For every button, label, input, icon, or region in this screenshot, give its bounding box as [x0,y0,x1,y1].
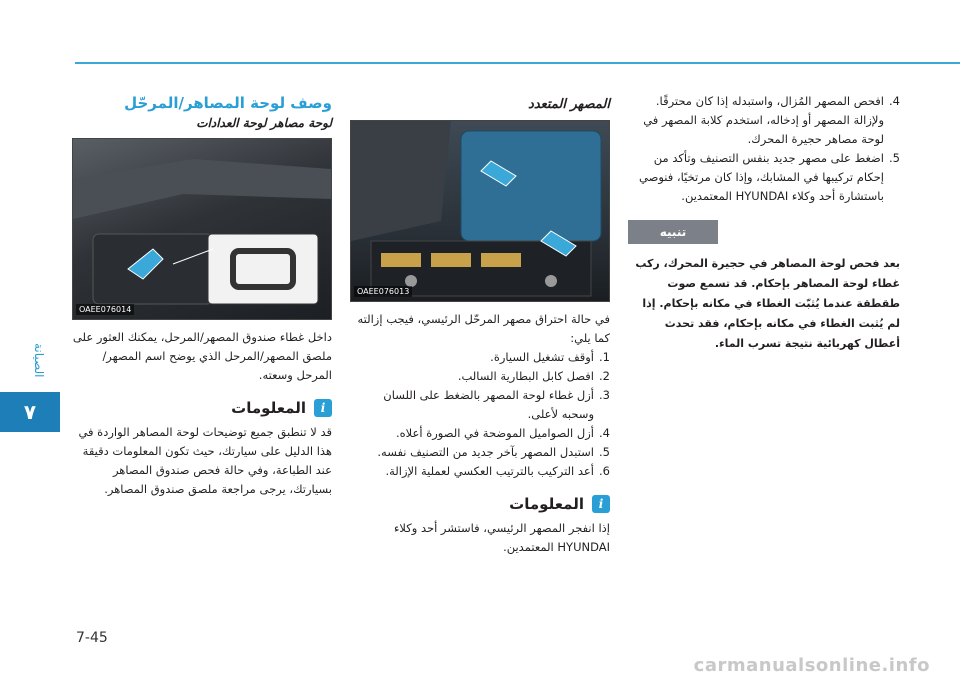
list-item: 4. أزل الصواميل الموضحة في الصورة أعلاه. [395,426,610,440]
list-item: 6. أعد التركيب بالترتيب العكسي لعملية الإزالة. [385,464,610,478]
column-multi-fuse [352,92,610,557]
column-fuse-panel-description [70,92,332,499]
photo-code: OAEE076013 [354,286,412,297]
caution-body: بعد فحص لوحة المصاهر في حجيرة المحرك، ركب غطاء لوحة المصاهر بإحكام. قد تسمع صوت طقطقة عندما يُثبّت الغطاء في مكانه بإحكام. إذا لم يُثبت الغطاء في مكانه بإحكام، فقد تحدث أعطال كهربائية نتيجة تسرب الماء. [635,257,900,350]
section-label: الصيانة [32,342,46,378]
note-header [352,495,610,513]
section-title: وصف لوحة المصاهر/المرحّل [124,94,332,112]
fuse-cover-illustration [73,139,331,319]
list-item: 4. افحص المصهر المُزال، واستبدله إذا كان محترقًا. ولإزالة المصهر أو إدخاله، استخدم كلابة المصهر في لوحة مصاهر حجيرة المحرك. [643,94,900,146]
page-number: 7-45 [76,630,108,646]
list-item: 5. استبدل المصهر بآخر جديد من التصنيف نفسه. [377,445,610,459]
header-rule [75,62,960,64]
steps-list [628,92,900,206]
note-body: قد لا تنطبق جميع توضيحات لوحة المصاهر الواردة في هذا الدليل على سيارتك، حيث تكون المعلومات دقيقة عند الطباعة، وفي حالة فحص صندوق المصاهر بسيارتك، يرجى مراجعة ملصق صندوق المصاهر. [78,425,332,496]
note-body: إذا انفجر المصهر الرئيسي، فاستشر أحد وكلاء HYUNDAI المعتمدين. [393,521,610,554]
section-title: المصهر المتعدد [528,97,610,112]
column-fuse-replacement [628,92,900,354]
instrument-panel-fuse-photo [72,138,332,320]
intro-text: في حالة احتراق مصهر المرحّل الرئيسي، فيجب إزالته كما يلي: [357,312,610,345]
caution-label: تنبيه [628,220,718,244]
list-item: 1. أوقف تشغيل السيارة. [490,350,610,364]
watermark: carmanualsonline.info [693,655,930,676]
info-icon: i [592,495,610,513]
list-item: 2. افصل كابل البطارية السالب. [457,369,610,383]
section-subtitle: لوحة مصاهر لوحة العدادات [196,116,332,130]
body-text: داخل غطاء صندوق المصهر/المرحل، يمكنك العثور على ملصق المصهر/المرحل الذي يوضح اسم المصهر/ المرحل وسعته. [72,330,332,382]
fuse-box-illustration [351,121,609,301]
list-item: 5. اضغط على مصهر جديد بنفس التصنيف وتأكد من إحكام تركيبها في المشابك، وإذا كان مرتخيًا، فنوصي باستشارة أحد وكلاء HYUNDAI المعتمدين. [639,151,900,203]
engine-fuse-box-photo [350,120,610,302]
note-title: المعلومات [231,399,306,417]
note-header [70,399,332,417]
steps-list [352,348,610,481]
info-icon: i [314,399,332,417]
chapter-tab[interactable]: ٧ [0,392,60,432]
photo-code: OAEE076014 [76,304,134,315]
list-item: 3. أزل غطاء لوحة المصهر بالضغط على اللسان وسحبه لأعلى. [383,388,610,421]
note-title: المعلومات [509,495,584,513]
